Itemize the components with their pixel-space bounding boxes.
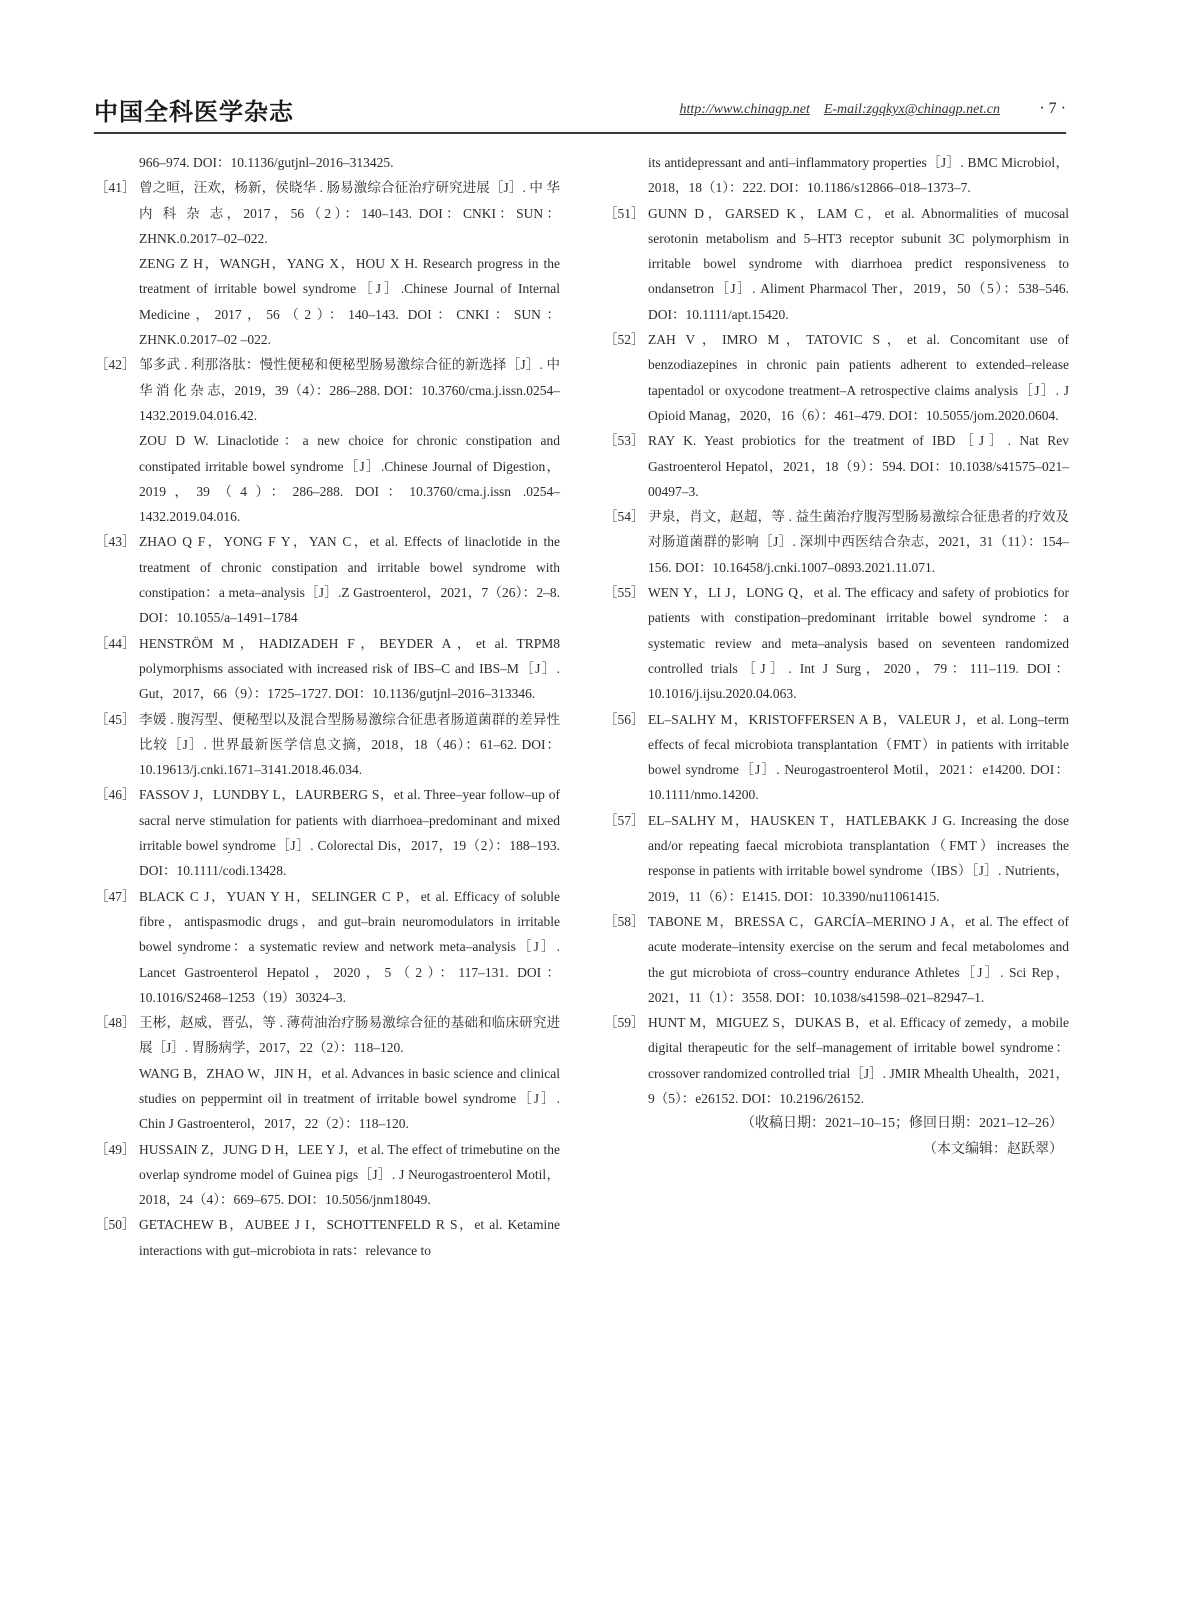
reference-item [604, 808, 1069, 909]
reference-number: ［43］ [95, 534, 136, 550]
reference-text: FASSOV J，LUNDBY L，LAURBERG S，et al. Three–year follow–up of sacral nerve stimulation for patients with diarrhoea–predominant and mixed irritable bowel syndrome［J］. Colorectal Dis，2017，19（2）：188–193. DOI：10.1111/codi.13428. [139, 787, 560, 879]
reference-english-translation: ZENG Z H，WANGH，YANG X，HOU X H. Research progress in the treatment of irritable bowel syndrome［J］.Chinese Journal of Internal Medicine，2017，56（2）：140–143. DOI：CNKI：SUN：ZHNK.0.2017–02 –022. [139, 256, 560, 348]
reference-text: EL–SALHY M，KRISTOFFERSEN A B，VALEUR J，et al. Long–term effects of fecal microbiota transplantation（FMT）in patients with irritable bowel syndrome［J］. Neurogastroenterol Motil，2021：e14200. DOI：10.1111/nmo.14200. [648, 711, 1069, 803]
reference-number: ［47］ [95, 888, 136, 904]
reference-text: RAY K. Yeast probiotics for the treatment of IBD［J］. Nat Rev Gastroenterol Hepatol，2021，18（9）：594. DOI：10.1038/s41575–021–00497–3. [648, 433, 1069, 499]
reference-item [95, 1137, 560, 1213]
editor-note: （本文编辑：赵跃翠） [923, 1141, 1063, 1157]
reference-number: ［46］ [95, 787, 136, 803]
reference-item [604, 201, 1069, 327]
journal-url[interactable]: http://www.chinagp.net [679, 102, 810, 117]
journal-contact [679, 102, 1000, 118]
reference-item [95, 529, 560, 630]
reference-number: ［53］ [604, 433, 645, 449]
reference-text: GUNN D，GARSED K，LAM C，et al. Abnormalities of mucosal serotonin metabolism and 5–HT3 receptor subunit 3C polymorphism in irritable bowel syndrome with diarrhoea predict responsiveness to ondansetron［J］. Aliment Pharmacol Ther，2019，50（5）：538–546. DOI：10.1111/apt.15420. [648, 205, 1069, 322]
reference-item [95, 1212, 560, 1263]
reference-text: HENSTRÖM M，HADIZADEH F，BEYDER A，et al. TRPM8 polymorphisms associated with increased risk of IBS–C and IBS–M［J］. Gut，2017，66（9）：1725–1727. DOI：10.1136/gutjnl–2016–313346. [139, 635, 560, 702]
reference-item [604, 707, 1069, 808]
reference-text: 王彬，赵威，晋弘，等 . 薄荷油治疗肠易激综合征的基础和临床研究进展［J］. 胃肠病学，2017，22（2）：118–120. [139, 1015, 560, 1056]
reference-item [95, 631, 560, 707]
reference-text: 曾之晅，汪欢，杨新，侯晓华 . 肠易激综合征治疗研究进展［J］. 中 华 内 科 杂 志，2017，56（2）：140–143. DOI：CNKI：SUN：ZHNK.0.2017–02–022. [139, 180, 560, 246]
left-column [95, 150, 560, 1263]
reference-item [604, 580, 1069, 706]
page-header [94, 92, 1066, 134]
reference-number: ［52］ [604, 332, 645, 348]
reference-item [604, 327, 1069, 428]
reference-item [95, 884, 560, 1010]
reference-item [95, 352, 560, 529]
reference-number: ［59］ [604, 1015, 645, 1031]
reference-item [95, 707, 560, 783]
reference-text: GETACHEW B，AUBEE J I，SCHOTTENFELD R S，et al. Ketamine interactions with gut–microbiota in rats：relevance to [139, 1217, 560, 1258]
reference-text: 尹泉，肖文，赵超，等 . 益生菌治疗腹泻型肠易激综合征患者的疗效及对肠道菌群的影响［J］. 深圳中西医结合杂志，2021，31（11）：154–156. DOI：10.16458/j.cnki.1007–0893.2021.11.071. [648, 509, 1069, 575]
reference-item [95, 175, 560, 352]
reference-number: ［55］ [604, 585, 645, 601]
reference-item [604, 1010, 1069, 1111]
right-column [604, 150, 1069, 1162]
journal-name: 中国全科医学杂志 [94, 98, 294, 126]
reference-text: 邹多武 . 利那洛肽：慢性便秘和便秘型肠易激综合征的新选择［J］. 中 华 消 化 杂 志，2019，39（4）：286–288. DOI：10.3760/cma.j.issn.0254–1432.2019.04.016.42. [139, 357, 560, 423]
reference-list [604, 201, 1069, 1112]
journal-email[interactable]: E-mail:zgqkyx@chinagp.net.cn [823, 102, 1000, 117]
reference-item [95, 782, 560, 883]
reference-item [95, 1010, 560, 1136]
reference-number: ［51］ [604, 205, 645, 221]
reference-text: 李媛 . 腹泻型、便秘型以及混合型肠易激综合征患者肠道菌群的差异性比较［J］. 世界最新医学信息文摘，2018，18（46）：61–62. DOI：10.19613/j.cnki.1671–3141.2018.46.034. [139, 711, 560, 778]
reference-number: ［45］ [95, 711, 136, 727]
reference-number: ［50］ [95, 1217, 136, 1233]
reference-number: ［58］ [604, 913, 645, 929]
reference-number: ［42］ [95, 357, 136, 373]
reference-text: HUSSAIN Z，JUNG D H，LEE Y J，et al. The effect of trimebutine on the overlap syndrome model of Guinea pigs［J］. J Neurogastroenterol Motil，2018，24（4）：669–675. DOI：10.5056/jnm18049. [139, 1141, 560, 1208]
reference-item [604, 428, 1069, 504]
reference-item [604, 909, 1069, 1010]
reference-number: ［49］ [95, 1141, 136, 1157]
reference-text: TABONE M，BRESSA C，GARCÍA–MERINO J A，et al. The effect of acute moderate–intensity exercise on the serum and fecal metabolomes and the gut microbiota of cross–country endurance Athletes［J］. Sci Rep，2021，11（1）：3558. DOI：10.1038/s41598–021–82947–1. [648, 913, 1069, 1005]
reference-text: ZHAO Q F，YONG F Y，YAN C，et al. Effects of linaclotide in the treatment of chronic constipation and irritable bowel syndrome with constipation：a meta–analysis［J］.Z Gastroenterol，2021，7（26）：2–8. DOI：10.1055/a–1491–1784 [139, 534, 560, 626]
reference-text: HUNT M，MIGUEZ S，DUKAS B，et al. Efficacy of zemedy，a mobile digital therapeutic for the self–management of irritable bowel syndrome：crossover randomized controlled trial［J］. JMIR Mhealth Uhealth，2021，9（5）：e26152. DOI：10.2196/26152. [648, 1015, 1069, 1106]
reference-number: ［44］ [95, 635, 136, 651]
reference-number: ［48］ [95, 1015, 136, 1031]
reference-continuation: its antidepressant and anti–inflammatory properties［J］. BMC Microbiol，2018，18（1）：222. DOI：10.1186/s12866–018–1373–7. [648, 155, 1069, 196]
reference-text: WEN Y，LI J，LONG Q，et al. The efficacy and safety of probiotics for patients with constipation–predominant irritable bowel syndrome：a systematic review and meta–analysis based on seventeen randomized controlled trials［J］. Int J Surg，2020，79：111–119. DOI：10.1016/j.ijsu.2020.04.063. [648, 585, 1069, 702]
reference-text: BLACK C J，YUAN Y H，SELINGER C P，et al. Efficacy of soluble fibre，antispasmodic drugs，and gut–brain neuromodulators in irritable bowel syndrome：a systematic review and network meta–analysis［J］. Lancet Gastroenterol Hepatol，2020，5（2）：117–131. DOI：10.1016/S2468–1253（19）30324–3. [139, 888, 560, 1005]
reference-item [604, 504, 1069, 580]
reference-english-translation: WANG B，ZHAO W，JIN H，et al. Advances in basic science and clinical studies on peppermint oil in treatment of irritable bowel syndrome［J］. Chin J Gastroenterol，2017，22（2）：118–120. [139, 1065, 560, 1132]
reference-text: EL–SALHY M，HAUSKEN T，HATLEBAKK J G. Increasing the dose and/or repeating faecal microbiota transplantation（FMT）increases the response in patients with irritable bowel syndrome（IBS）［J］. Nutrients，2019，11（6）：E1415. DOI：10.3390/nu11061415. [648, 812, 1069, 904]
reference-number: ［57］ [604, 812, 645, 828]
received-dates: （收稿日期：2021–10–15；修回日期：2021–12–26） [741, 1116, 1063, 1132]
reference-continuation: 966–974. DOI：10.1136/gutjnl–2016–313425. [139, 155, 394, 170]
reference-list [95, 175, 560, 1263]
reference-number: ［41］ [95, 180, 136, 196]
reference-number: ［56］ [604, 711, 645, 727]
reference-number: ［54］ [604, 509, 645, 525]
page-number: · 7 · [1039, 100, 1066, 117]
reference-text: ZAH V，IMRO M，TATOVIC S，et al. Concomitant use of benzodiazepines in chronic pain patients adherent to extended–release tapentadol or oxycodone treatment–A retrospective claims analysis［J］. J Opioid Manag，2020，16（6）：461–479. DOI：10.5055/jom.2020.0604. [648, 332, 1069, 423]
reference-english-translation: ZOU D W. Linaclotide：a new choice for chronic constipation and constipated irritable bowel syndrome［J］.Chinese Journal of Digestion，2019，39（4）：286–288. DOI：10.3760/cma.j.issn .0254–1432.2019.04.016. [139, 433, 560, 525]
